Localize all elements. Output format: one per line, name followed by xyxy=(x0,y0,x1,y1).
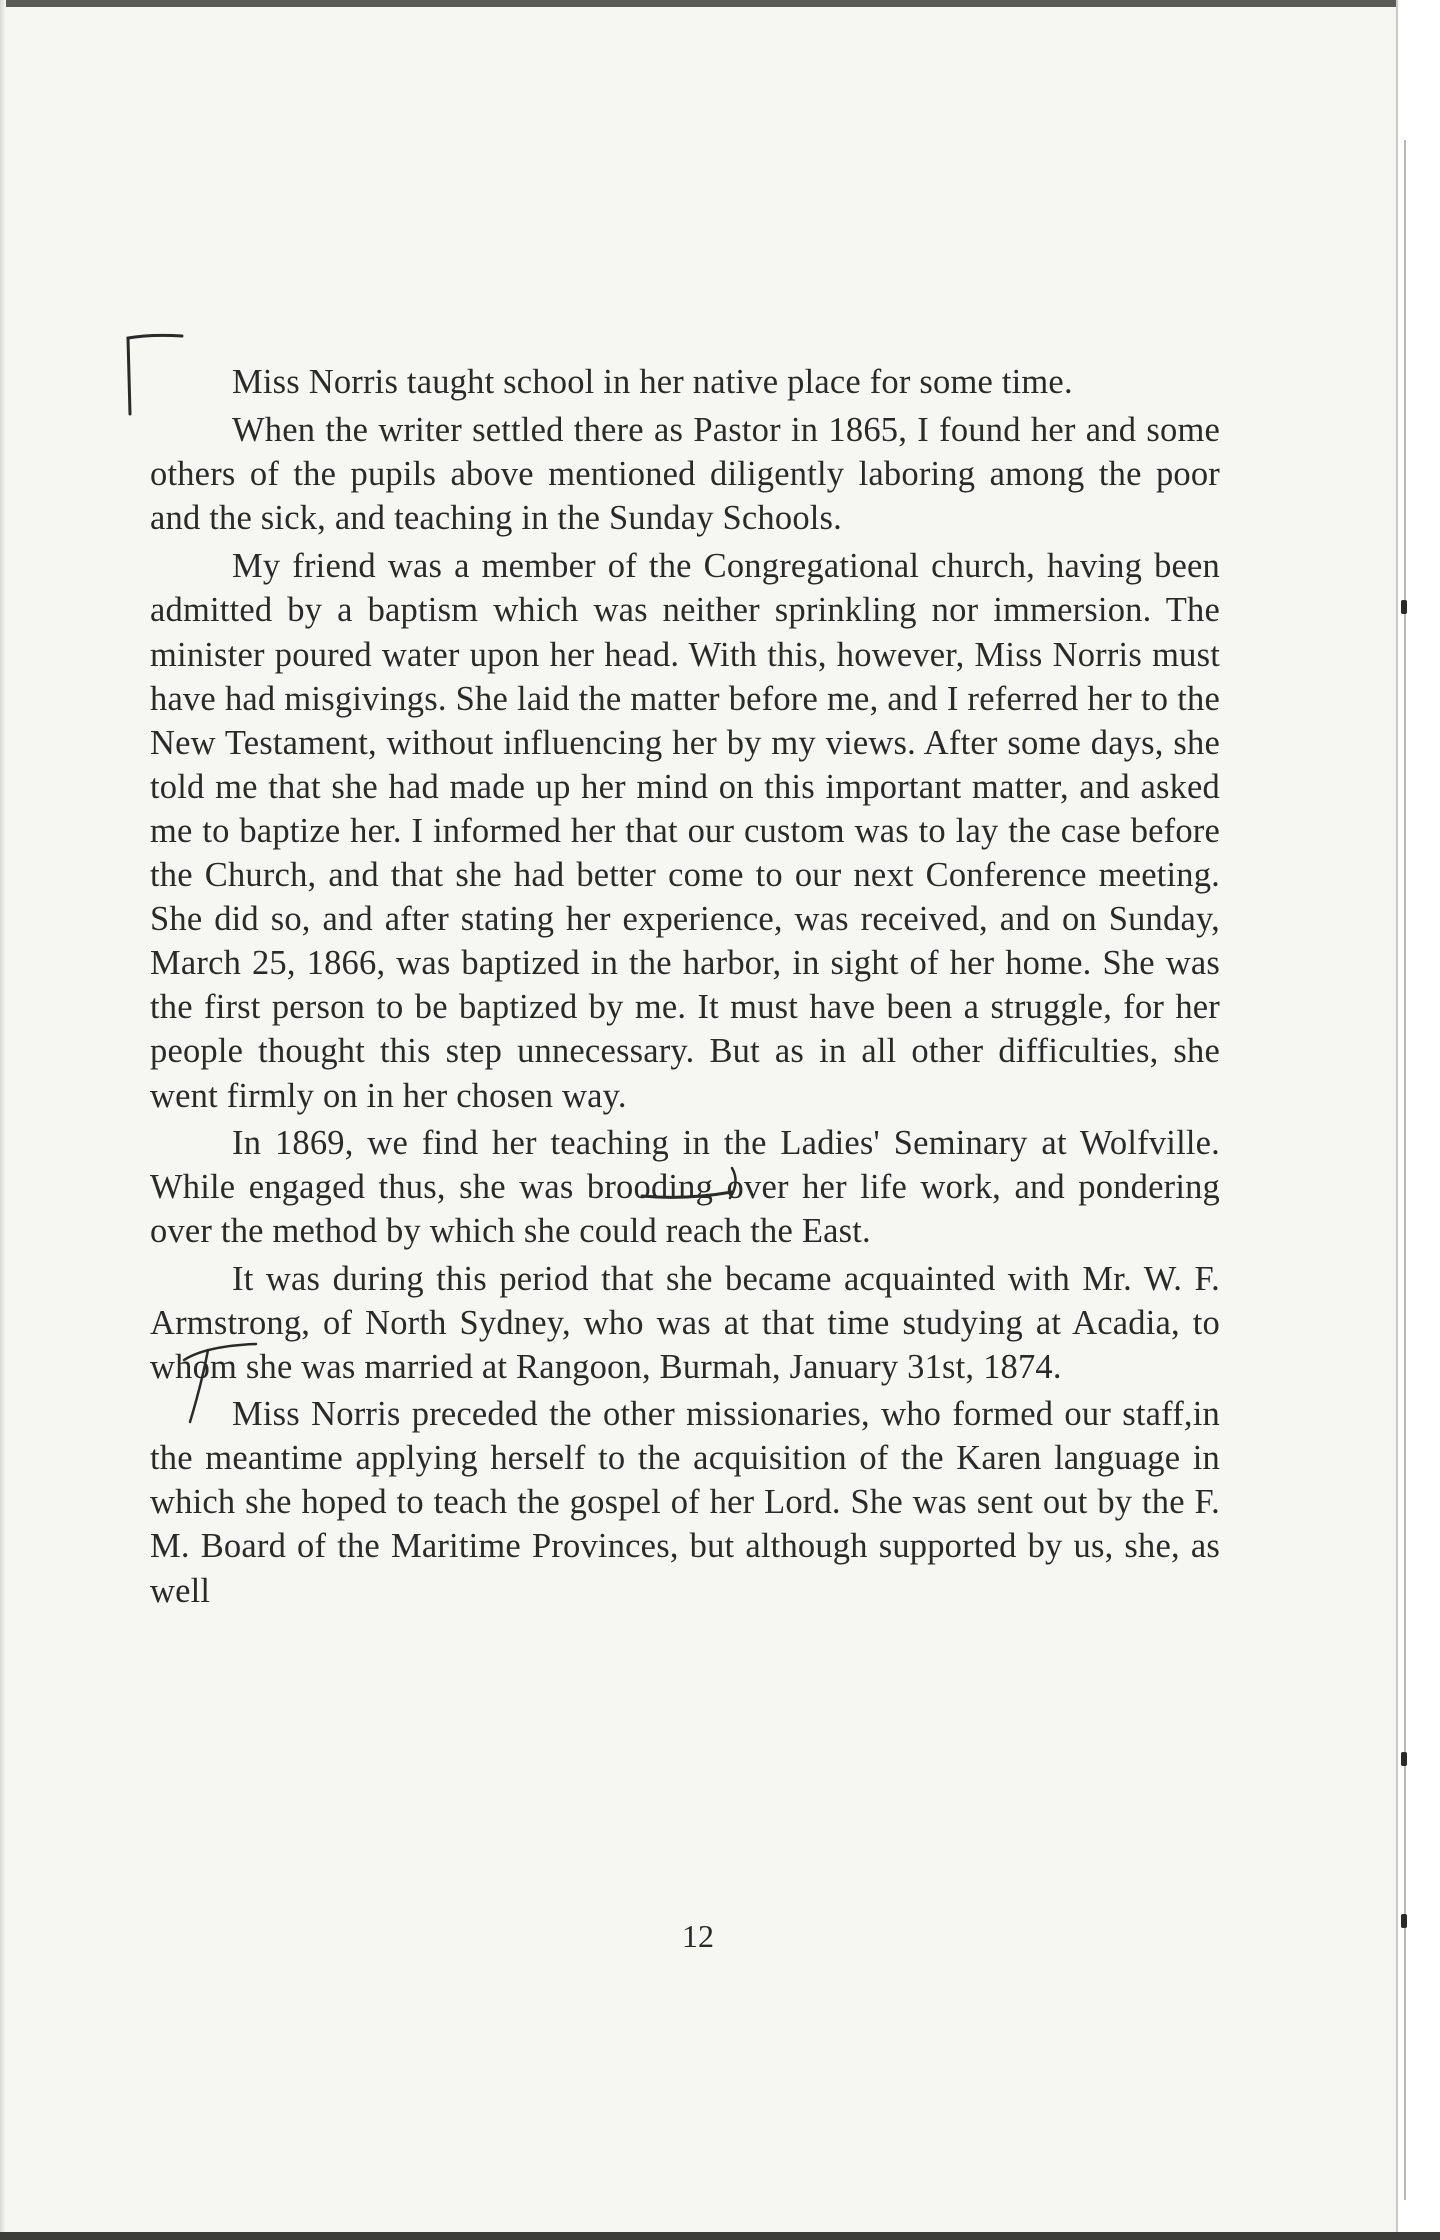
binding-rule xyxy=(1404,140,1406,2200)
paragraph: When the writer settled there as Pastor in 1865, I found her and some others of the pupils above mentioned diligently laboring among the poor and the sick, and teaching in the Sunday Schools. xyxy=(150,411,1220,538)
paragraph: My friend was a member of the Congregational church, having been admitted by a baptism which was neither sprinkling nor immersion. The minister poured water upon her head. With this, however, Miss Norris must have had misgivings. She laid the matter before me, and I referred her to the New Testament, without influencing her by my views. After some days, she told me that she had made up her mind on this important matter, and asked me to baptize her. I informed her that our custom was to lay the case before the Church, and that she had better come to our next Conference meeting. She did so, and after stating her experience, was received, and on Sunday, March 25, 1866, was baptized in the harbor, in sight of her home. She was the first person to be baptized by me. It must have been a struggle, for her people thought this step unnecessary. But as in all other difficulties, she went firmly on in her chosen way. xyxy=(150,547,1220,1115)
paragraph: Miss Norris preceded the other missionaries, who formed our staff,in the meantime applying herself to the acquisition of the Karen language in which she hoped to teach the gospel of her Lord. She was sent out by the F. M. Board of the Maritime Provinces, but although supported by us, she, as well xyxy=(150,1395,1220,1610)
body-text xyxy=(150,360,1220,1613)
page-right-margin xyxy=(1396,0,1440,2240)
paragraph: In 1869, we find her teaching in the Ladies' Seminary at Wolfville. While engaged thus, she was brooding over her life work, and pondering over the method by which she could reach the East. xyxy=(150,1123,1220,1250)
binding-mark xyxy=(1401,1914,1407,1928)
binding-mark xyxy=(1401,1752,1407,1766)
page-number: 12 xyxy=(682,1918,714,1954)
paragraph: It was during this period that she became acquainted with Mr. W. F. Armstrong, of North Sydney, who was at that time studying at Acadia, to whom she was married at Rangoon, Burmah, January 31st, 1874. xyxy=(150,1259,1220,1387)
binding-mark xyxy=(1401,600,1407,614)
page-bottom-edge xyxy=(0,2232,1440,2240)
page-left-edge xyxy=(0,0,6,2240)
page-top-edge xyxy=(0,0,1440,7)
paragraph: Miss Norris taught school in her native place for some time. xyxy=(232,363,1073,401)
